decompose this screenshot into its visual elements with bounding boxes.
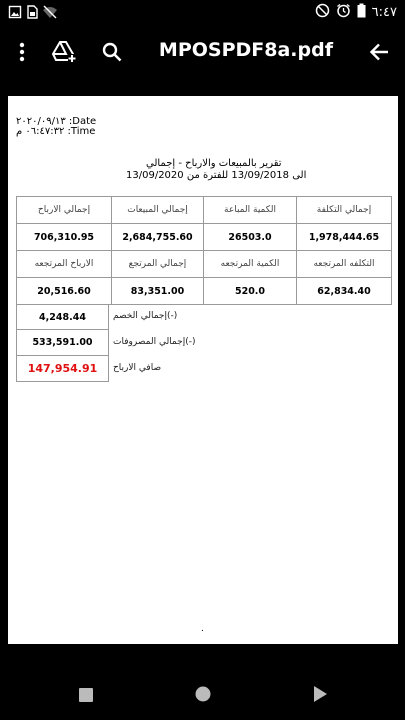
add-to-drive-icon[interactable] xyxy=(48,24,80,80)
battery-icon xyxy=(357,3,366,22)
label-total-expenses: إجمالي المصروفات(-) xyxy=(113,337,196,347)
recents-button[interactable] xyxy=(56,672,116,720)
date-value: ٢٠٢٠/٠٩/١٣ xyxy=(16,116,66,127)
value-total-sales: 2,684,755.60 xyxy=(111,223,204,251)
value-net-profit: 147,954.91 xyxy=(16,355,109,382)
period-separator: الى xyxy=(292,170,307,181)
header-returned-cost: التكلفه المرتجعه xyxy=(296,250,392,278)
report-period xyxy=(126,170,306,181)
page-footer-mark: . xyxy=(201,624,204,634)
header-total-cost: إجمالي التكلفة xyxy=(296,196,392,224)
status-time: ٦:٤٧ xyxy=(371,5,397,20)
header-quantity-sold: الكمية المباعة xyxy=(203,196,297,224)
label-net-profit: صافي الارباح xyxy=(113,363,162,373)
label-total-discount: إجمالي الخصم(-) xyxy=(113,311,178,321)
report-title: تقرير بالمبيعات والارباح - إجمالي xyxy=(146,158,282,169)
search-icon[interactable] xyxy=(98,24,126,80)
navigation-bar xyxy=(0,672,405,720)
sim-icon xyxy=(26,4,38,23)
header-total-profit: إجمالي الارباح xyxy=(16,196,112,224)
back-button[interactable] xyxy=(290,672,350,720)
header-returned-profit: الارباح المرتجعه xyxy=(16,250,112,278)
value-returned-quantity: 520.0 xyxy=(203,277,297,305)
time-line xyxy=(16,126,95,137)
header-total-returns: إجمالي المرتجع xyxy=(111,250,204,278)
arrow-back-icon[interactable] xyxy=(365,24,393,80)
status-bar xyxy=(0,0,405,24)
pdf-viewer[interactable] xyxy=(0,80,405,672)
pdf-page xyxy=(8,96,398,644)
time-value: ٠٦:٤٧:٣٢ م xyxy=(16,126,65,137)
date-label: :Date xyxy=(68,116,97,127)
wifi-off-icon xyxy=(42,4,58,23)
value-returned-profit: 20,516.60 xyxy=(16,277,112,305)
header-total-sales: إجمالي المبيعات xyxy=(111,196,204,224)
value-total-cost: 1,978,444.65 xyxy=(296,223,392,251)
period-to: 13/09/2020 xyxy=(126,170,184,181)
value-total-expenses: 533,591.00 xyxy=(16,329,109,356)
time-label: :Time xyxy=(67,126,96,137)
value-total-returns: 83,351.00 xyxy=(111,277,204,305)
more-vert-icon[interactable] xyxy=(8,24,36,80)
alarm-icon xyxy=(336,3,351,22)
image-notification-icon xyxy=(8,4,22,23)
back-triangle-icon xyxy=(313,686,327,706)
value-quantity-sold: 26503.0 xyxy=(203,223,297,251)
home-button[interactable] xyxy=(173,672,233,720)
document-title: MPOSPDF8a.pdf xyxy=(158,39,333,61)
recents-icon xyxy=(79,687,93,706)
period-from: 13/09/2018 xyxy=(231,170,289,181)
value-total-profit: 706,310.95 xyxy=(16,223,112,251)
do-not-disturb-icon xyxy=(315,3,330,22)
header-returned-quantity: الكمية المرتجعه xyxy=(203,250,297,278)
home-icon xyxy=(195,686,211,706)
app-bar xyxy=(0,24,405,80)
value-total-discount: 4,248.44 xyxy=(16,304,109,330)
period-prefix: للفترة من xyxy=(186,170,229,181)
value-returned-cost: 62,834.40 xyxy=(296,277,392,305)
